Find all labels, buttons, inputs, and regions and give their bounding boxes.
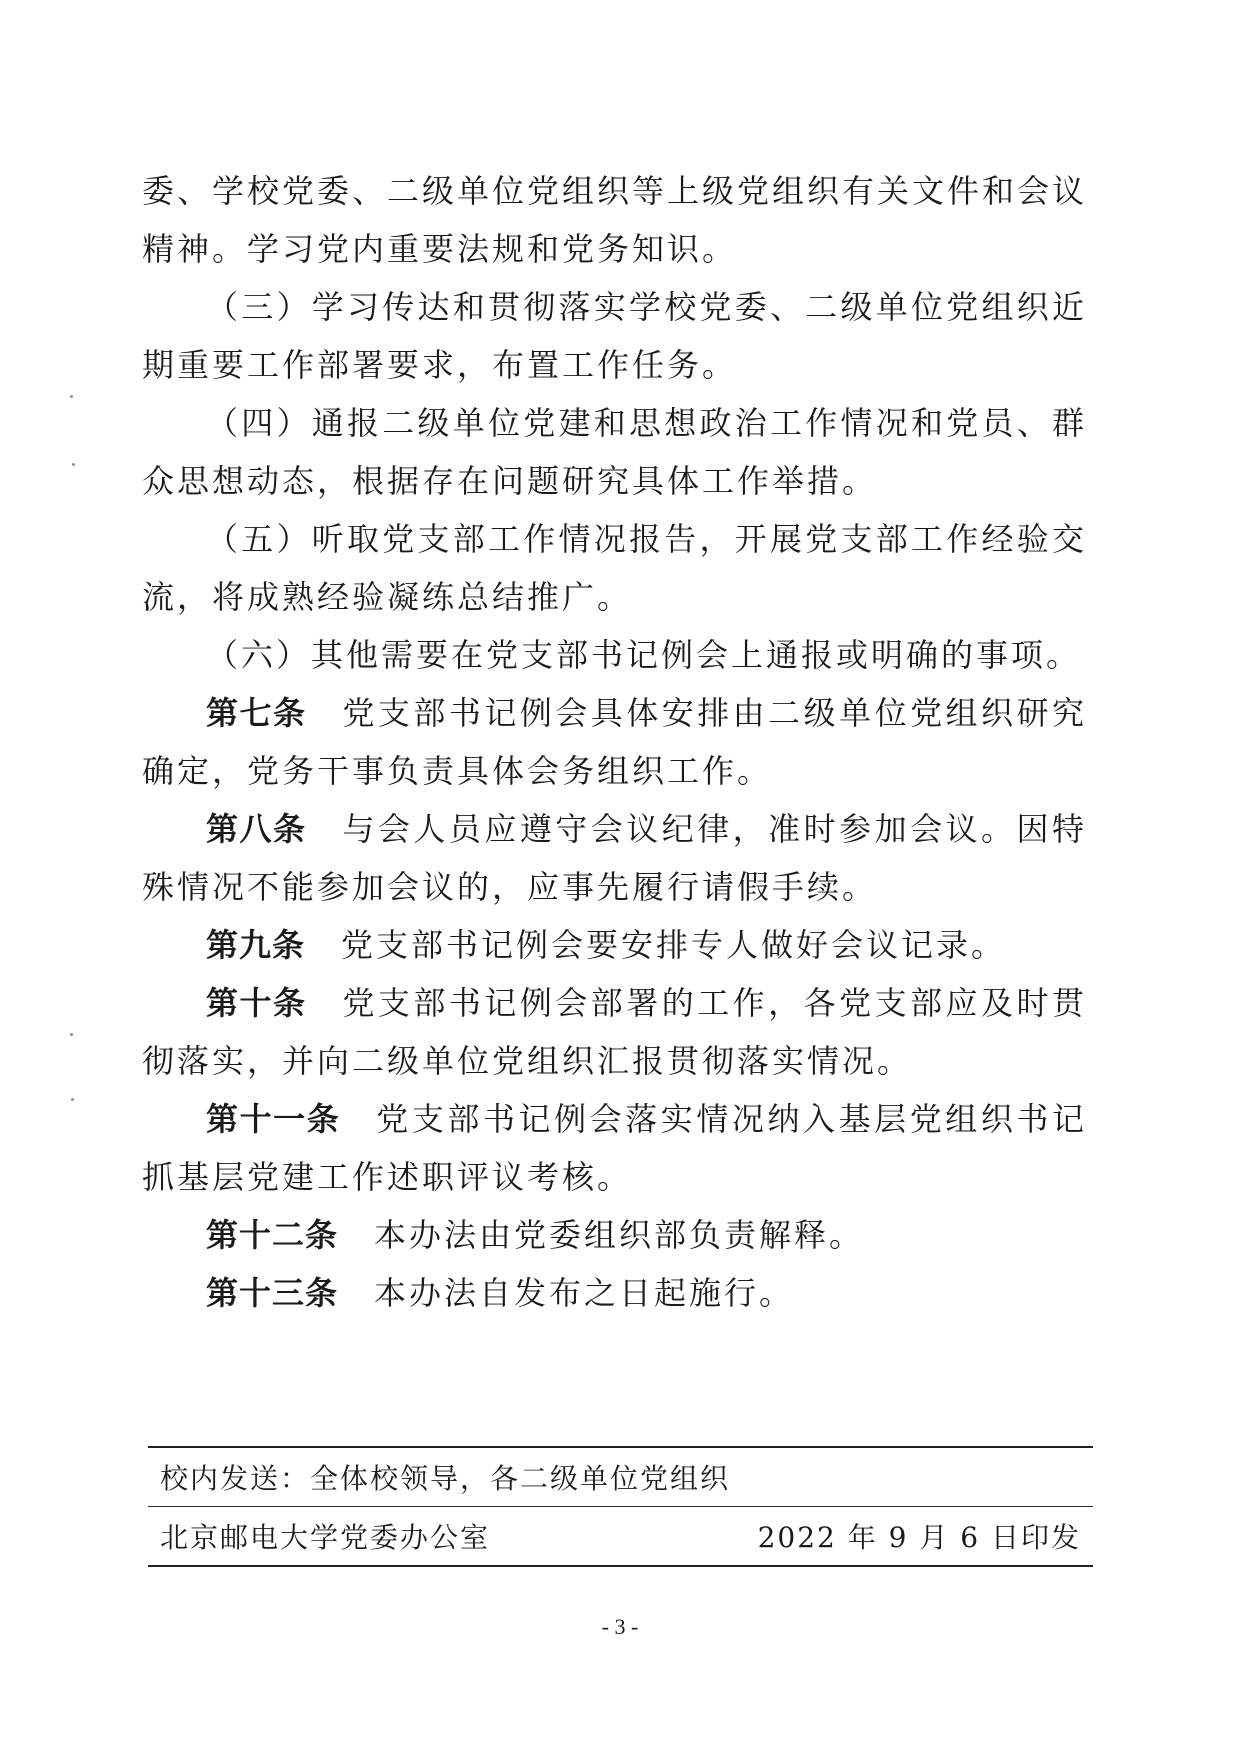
paragraph-text: （三）学习传达和贯彻落实学校党委、二级单位党组织近期重要工作部署要求，布置工作任务。 [142, 288, 1087, 384]
article-paragraph [142, 1264, 1087, 1322]
article-paragraph [142, 916, 1087, 974]
paragraph-text: 委、学校党委、二级单位党组织等上级党组织有关文件和会议精神。学习党内重要法规和党务知识。 [142, 172, 1088, 268]
body-paragraph [142, 394, 1087, 510]
paragraph-text: （五）听取党支部工作情况报告，开展党支部工作经验交流，将成熟经验凝练总结推广。 [142, 520, 1087, 616]
distribution-text: 校内发送：全体校领导，各二级单位党组织 [160, 1462, 731, 1495]
paragraph-text: 与会人员应遵守会议纪律，准时参加会议。因特殊情况不能参加会议的，应事先履行请假手续。 [142, 810, 1087, 906]
body-paragraph [142, 162, 1087, 278]
body-paragraph [142, 510, 1087, 626]
article-label: 第十条 [206, 984, 307, 1022]
article-paragraph [142, 800, 1087, 916]
paragraph-text: 党支部书记例会部署的工作，各党支部应及时贯彻落实，并向二级单位党组织汇报贯彻落实情况。 [142, 984, 1087, 1080]
document-footer [148, 1446, 1093, 1567]
footer-bottom-rule [148, 1565, 1093, 1567]
article-label: 第九条 [206, 926, 306, 964]
paragraph-text: （四）通报二级单位党建和思想政治工作情况和党员、群众思想动态，根据存在问题研究具体工作举措。 [142, 404, 1087, 500]
article-paragraph [142, 1090, 1087, 1206]
paragraph-text: 本办法由党委组织部负责解释。 [374, 1216, 865, 1254]
paragraph-text: 党支部书记例会具体安排由二级单位党组织研究确定，党务干事负责具体会务组织工作。 [142, 694, 1087, 790]
issuer-name: 北京邮电大学党委办公室 [160, 1521, 491, 1554]
article-label: 第八条 [206, 810, 307, 848]
paragraph-text: 本办法自发布之日起施行。 [374, 1274, 795, 1312]
article-label: 第十二条 [206, 1216, 339, 1254]
scan-speck [70, 1033, 73, 1036]
issue-date: 2022 年 9 月 6 日印发 [757, 1521, 1081, 1554]
article-label: 第十三条 [206, 1274, 339, 1312]
scan-speck [72, 463, 75, 466]
article-paragraph [142, 1206, 1087, 1264]
body-paragraph [142, 278, 1087, 394]
scan-speck [70, 395, 73, 398]
page-number: - 3 - [601, 1614, 639, 1639]
issuer-row [148, 1507, 1093, 1565]
article-paragraph [142, 684, 1087, 800]
paragraph-text: 党支部书记例会要安排专人做好会议记录。 [341, 926, 1007, 964]
body-paragraph [142, 626, 1087, 684]
paragraph-text: （六）其他需要在党支部书记例会上通报或明确的事项。 [206, 636, 1082, 674]
distribution-row [148, 1448, 1093, 1506]
paragraph-text: 党支部书记例会落实情况纳入基层党组织书记抓基层党建工作述职评议考核。 [142, 1100, 1087, 1196]
document-body [142, 162, 1087, 1322]
article-label: 第十一条 [206, 1100, 341, 1138]
scan-speck [71, 1098, 74, 1101]
article-label: 第七条 [206, 694, 307, 732]
article-paragraph [142, 974, 1087, 1090]
